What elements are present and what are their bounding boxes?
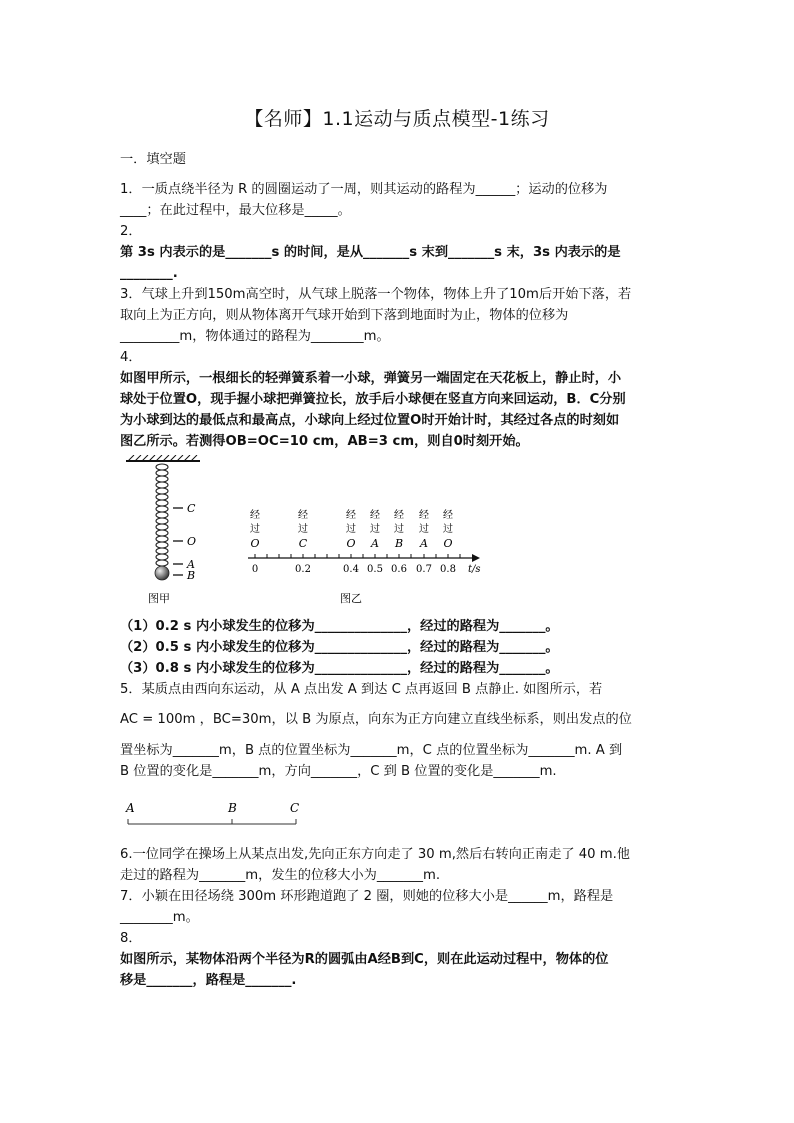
- pass-word-1: 经: [298, 510, 308, 521]
- pass-word-2: 过: [419, 524, 429, 535]
- question-5-line-4: B 位置的变化是_______m，方向_______，C 到 B 位置的变化是_______m.: [120, 764, 557, 779]
- label-a: A: [187, 558, 195, 571]
- label-c: C: [187, 502, 196, 515]
- ball: [155, 566, 169, 580]
- pass-word-2: 过: [250, 524, 260, 535]
- tick-label: 0: [251, 564, 259, 575]
- question-3-line-1: 3．气球上升到150m高空时，从气球上脱落一个物体，物体上升了10m后开始下落，若: [120, 287, 632, 302]
- point-label: A: [371, 537, 379, 550]
- point-label: O: [250, 537, 260, 550]
- tick-label: 0.7: [416, 564, 432, 575]
- question-8-number: 8．: [120, 931, 142, 946]
- spring-figure: [118, 455, 228, 610]
- question-4-sub-1: （1）0.2 s 内小球发生的位移为______________，经过的路程为_______。: [120, 619, 559, 634]
- pass-word-2: 过: [443, 524, 453, 535]
- point-label: B: [394, 537, 404, 550]
- label-o: O: [187, 535, 197, 548]
- pass-word-2: 过: [298, 524, 308, 535]
- question-6-line-1: 6.一位同学在操场上从某点出发,先向正东方向走了 30 m,然后右转向正南走了 40 m.他: [120, 847, 630, 862]
- question-4-line-2: 球处于位置O，现手握小球把弹簧拉长，放手后小球便在竖直方向来回运动，B．C分别: [120, 392, 626, 407]
- tick-label: 0.8: [440, 564, 456, 575]
- figure-b-caption: 图乙: [340, 592, 362, 605]
- question-5-line-1: 5．某质点由西向东运动，从 A 点出发 A 到达 C 点再返回 B 点静止. 如图所示，若: [120, 682, 603, 697]
- page-title: 【名师】1.1运动与质点模型-1练习: [244, 108, 550, 130]
- question-6-line-2: 走过的路程为_______m，发生的位移大小为_______m.: [120, 868, 441, 883]
- label-b: B: [228, 801, 237, 815]
- question-1-line-2: ____；在此过程中，最大位移是_____。: [120, 203, 351, 218]
- question-8-line-1: 如图所示，某物体沿两个半径为R的圆弧由A经B到C，则在此运动过程中，物体的位: [120, 952, 609, 967]
- question-4-line-1: 如图甲所示，一根细长的轻弹簧系着一小球，弹簧另一端固定在天花板上，静止时，小: [120, 371, 622, 386]
- segment-figure: [118, 796, 318, 832]
- pass-word-1: 经: [443, 510, 453, 521]
- tick-label: 0.6: [391, 564, 407, 575]
- question-4-sub-3: （3）0.8 s 内小球发生的位移为______________，经过的路程为_______。: [120, 661, 559, 676]
- pass-word-1: 经: [419, 510, 429, 521]
- pass-word-2: 过: [370, 524, 380, 535]
- point-label: C: [298, 537, 308, 550]
- question-2-line-1: 第 3s 内表示的是_______s 的时间，是从_______s 末到_______s 末，3s 内表示的是: [120, 245, 621, 260]
- point-label: A: [420, 537, 428, 550]
- question-2-number: 2．: [120, 224, 142, 239]
- label-c: C: [290, 801, 300, 815]
- question-1-line-1: 1．一质点绕半径为 R 的圆圈运动了一周，则其运动的路程为______；运动的位移为: [120, 182, 608, 197]
- question-4-number: 4．: [120, 350, 142, 365]
- tick-label: 0.4: [343, 564, 359, 575]
- question-4-line-3: 为小球到达的最低点和最高点，小球向上经过位置O时开始计时，其经过各点的时刻如: [120, 413, 620, 428]
- question-2-line-2: ________.: [120, 266, 178, 281]
- pass-word-2: 过: [346, 524, 356, 535]
- question-7-line-1: 7．小颖在田径场绕 300m 环形跑道跑了 2 圈，则她的位移大小是______m，路程是: [120, 889, 614, 904]
- pass-word-1: 经: [394, 510, 404, 521]
- question-4-sub-2: （2）0.5 s 内小球发生的位移为______________，经过的路程为_______。: [120, 640, 559, 655]
- question-4-line-4: 图乙所示。若测得OB=OC=10 cm，AB=3 cm，则自0时刻开始。: [120, 434, 529, 449]
- question-3-line-2: 取向上为正方向，则从物体离开气球开始到下落到地面时为止，物体的位移为: [120, 308, 569, 323]
- question-5-line-3: 置坐标为_______m，B 点的位置坐标为_______m，C 点的位置坐标为_______m. A 到: [120, 743, 623, 758]
- question-3-line-3: _________m，物体通过的路程为________m。: [120, 329, 390, 344]
- point-label: O: [443, 537, 453, 550]
- timeline-figure: [240, 500, 490, 608]
- axis-unit: t/s: [468, 564, 481, 575]
- point-label: O: [346, 537, 356, 550]
- label-b: B: [187, 569, 196, 582]
- pass-word-2: 过: [394, 524, 404, 535]
- tick-label: 0.5: [367, 564, 383, 575]
- question-7-line-2: ________m。: [120, 910, 199, 925]
- section-heading: 一．填空题: [120, 152, 186, 167]
- question-8-line-2: 移是_______，路程是_______.: [120, 973, 297, 988]
- pass-word-1: 经: [250, 510, 260, 521]
- tick-label: 0.2: [295, 564, 311, 575]
- label-a: A: [126, 801, 135, 815]
- pass-word-1: 经: [370, 510, 380, 521]
- pass-word-1: 经: [346, 510, 356, 521]
- question-5-line-2: AC = 100m ，BC=30m，以 B 为原点，向东为正方向建立直线坐标系，则出发点的位: [120, 712, 632, 727]
- figure-a-caption: 图甲: [148, 592, 170, 605]
- axis-arrow: [472, 554, 480, 562]
